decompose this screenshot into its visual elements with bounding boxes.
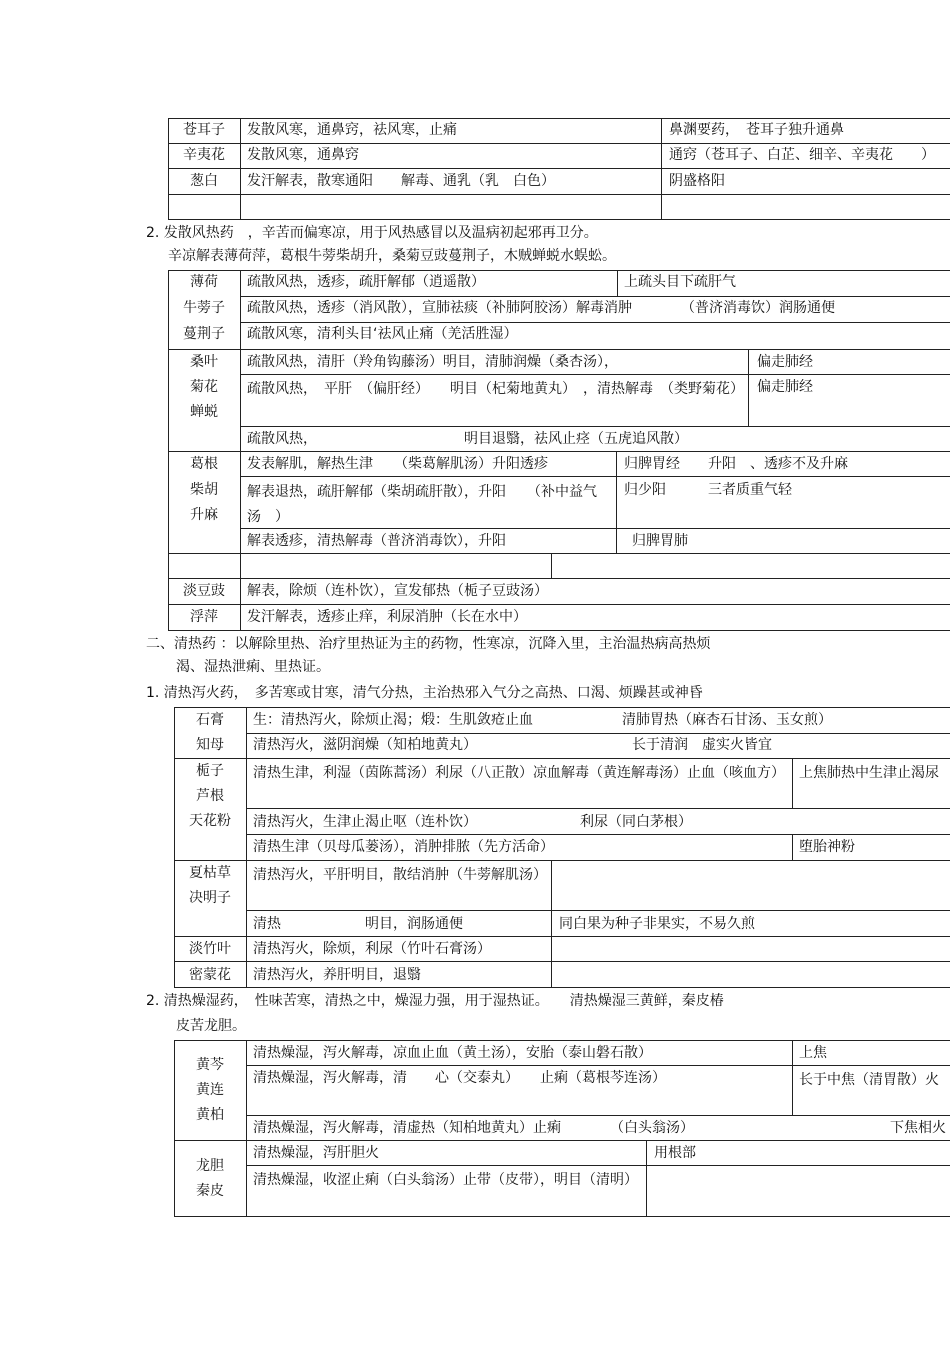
- herb-function: 清热 明目，润肠通便: [253, 916, 463, 932]
- herb-name: 栀子: [196, 763, 224, 779]
- herb-name: 菊花: [190, 379, 218, 395]
- herb-function: 疏散风热， 平肝 （偏肝经） 明目（杞菊地黄丸） ，清热解毒 （类野菊花）: [247, 381, 744, 397]
- herb-name: 决明子: [189, 890, 231, 906]
- herb-name: 苍耳子: [183, 122, 225, 138]
- herb-name: 秦皮: [196, 1183, 224, 1199]
- section-heading: 2. 发散风热药 ，辛苦而偏寒凉，用于风热感冒以及温病初起邪再卫分。: [146, 225, 598, 241]
- herb-function: 清热生津，利湿（茵陈蒿汤）利尿（八正散）凉血解毒（黄连解毒汤）止血（咳血方）: [253, 765, 785, 781]
- herb-name: 密蒙花: [189, 967, 231, 983]
- herb-note: 归少阳 三者质重气轻: [624, 482, 792, 498]
- herb-function: 发汗解表，散寒通阳 解毒、通乳（乳 白色）: [247, 173, 555, 189]
- herb-note: 用根部: [654, 1145, 696, 1161]
- subsection-heading-cont: 皮苦龙胆。: [176, 1018, 246, 1034]
- herb-function: 发散风寒，通鼻窍，祛风寒，止痛: [247, 122, 457, 138]
- herb-note: 上焦: [799, 1045, 827, 1061]
- herb-function: 清热泻火，平肝明目，散结消肿（牛蒡解肌汤）: [253, 867, 547, 883]
- herb-function: 清热燥湿，收涩止痢（白头翁汤）止带（皮带），明目（清明）: [253, 1172, 638, 1188]
- herb-name: 蝉蜕: [190, 404, 218, 420]
- herb-function: 清热生津（贝母瓜蒌汤），消肿排脓（先方活命）: [253, 839, 554, 855]
- herb-name: 黄连: [196, 1082, 224, 1098]
- section-heading-cont: 渴、湿热泄痢、里热证。: [176, 659, 330, 675]
- herb-name: 夏枯草: [189, 865, 231, 881]
- herb-name: 龙胆: [196, 1158, 224, 1174]
- herb-name: 蔓荆子: [183, 326, 225, 342]
- herb-name: 黄柏: [196, 1107, 224, 1123]
- herb-function: 疏散风寒，清利头目‘祛风止痛（羌活胜湿）: [247, 326, 518, 342]
- herb-name: 石膏: [196, 712, 224, 728]
- herb-note: 长于清润 虚实火皆宜: [632, 737, 772, 753]
- herb-function: 解表，除烦（连朴饮），宣发郁热（栀子豆豉汤）: [247, 583, 548, 599]
- herb-note: 下焦相火: [890, 1120, 946, 1136]
- herb-name: 葛根: [190, 456, 218, 472]
- herb-function: 发汗解表，透疹止痒，利尿消肿（长在水中）: [247, 609, 527, 625]
- herb-function: 清热燥湿，泻肝胆火: [253, 1145, 379, 1161]
- herb-function: 解表透疹，清热解毒（普济消毒饮），升阳: [247, 533, 506, 549]
- herb-name: 黄芩: [196, 1057, 224, 1073]
- herb-function: 生：清热泻火，除烦止渴；煅：生肌敛疮止血: [253, 712, 533, 728]
- herb-function: 发散风寒，通鼻窍: [247, 147, 359, 163]
- herb-function: 发表解肌，解热生津 （柴葛解肌汤）升阳透疹: [247, 456, 548, 472]
- herb-name: 辛夷花: [183, 147, 225, 163]
- subsection-heading: 2. 清热燥湿药， 性味苦寒，清热之中，燥湿力强，用于湿热证。 清热燥湿三黄鲜，秦皮椿: [146, 993, 724, 1009]
- herb-note: 归脾胃经 升阳 、透疹不及升麻: [624, 456, 848, 472]
- herb-function: 清热泻火，除烦，利尿（竹叶石膏汤）: [253, 941, 491, 957]
- subsection-heading: 1. 清热泻火药， 多苦寒或甘寒，清气分热，主治热邪入气分之高热、口渴、烦躁甚或神昏: [146, 685, 703, 701]
- herb-note: 上焦肺热中生津止渴尿: [799, 765, 939, 781]
- herb-note: 堕胎神粉: [799, 839, 855, 855]
- herb-note: 鼻渊要药， 苍耳子独升通鼻: [669, 122, 844, 138]
- herb-note: 上疏头目下疏肝气: [624, 274, 736, 290]
- herb-name: 桑叶: [190, 354, 218, 370]
- herb-function: 疏散风热， 明目退翳，祛风止痉（五虎追风散）: [247, 431, 688, 447]
- herb-function: 清热泻火，养肝明目，退翳: [253, 967, 421, 983]
- herb-note: 同白果为种子非果实，不易久煎: [559, 916, 755, 932]
- herb-name: 淡豆豉: [183, 583, 225, 599]
- herb-name: 葱白: [190, 173, 218, 189]
- herb-function: 清热泻火，生津止渴止呕（连朴饮）: [253, 814, 477, 830]
- herb-function: 清热泻火，滋阴润燥（知柏地黄丸）: [253, 737, 477, 753]
- herb-function: 解表退热，疏肝解郁（柴胡疏肝散），升阳 （补中益气汤 ）: [247, 484, 597, 525]
- herb-function: 疏散风热，透疹，疏肝解郁（逍遥散）: [247, 274, 485, 290]
- herb-note: 通窍（苍耳子、白芷、细辛、辛夷花 ）: [669, 147, 935, 163]
- herb-note: 归脾胃肺: [632, 533, 688, 549]
- herb-note: 偏走肺经: [757, 379, 813, 395]
- herb-name: 升麻: [190, 507, 218, 523]
- herb-note: 阴盛格阳: [669, 173, 725, 189]
- herb-function: 清热燥湿，泻火解毒，清 心（交泰丸） 止痢（葛根芩连汤）: [253, 1070, 666, 1086]
- herb-note: 清肺胃热（麻杏石甘汤、玉女煎）: [622, 712, 832, 728]
- herb-name: 浮萍: [190, 609, 218, 625]
- mnemonic: 辛凉解表薄荷萍，葛根牛蒡柴胡升，桑菊豆豉蔓荆子，木贼蝉蜕水蜈蚣。: [168, 248, 616, 264]
- herb-function: 清热燥湿，泻火解毒，凉血止血（黄土汤），安胎（泰山磐石散）: [253, 1045, 652, 1061]
- herb-name: 知母: [196, 737, 224, 753]
- herb-note: 偏走肺经: [757, 354, 813, 370]
- herb-name: 淡竹叶: [189, 941, 231, 957]
- herb-name: 柴胡: [190, 482, 218, 498]
- herb-name: 芦根: [196, 788, 224, 804]
- herb-name: 薄荷: [190, 274, 218, 290]
- herb-note: 利尿（同白茅根）: [580, 814, 692, 830]
- section-heading: 二、清热药 ：以解除里热、治疗里热证为主的药物，性寒凉，沉降入里，主治温热病高热烦: [146, 636, 711, 652]
- herb-name: 天花粉: [189, 813, 231, 829]
- herb-function: 疏散风热，清肝（羚角钩藤汤）明目，清肺润燥（桑杏汤），: [247, 354, 618, 370]
- herb-name: 牛蒡子: [183, 300, 225, 316]
- herb-note: 长于中焦（清胃散）火: [799, 1072, 939, 1088]
- herb-function: 清热燥湿，泻火解毒，清虚热（知柏地黄丸）止痢 （白头翁汤）: [253, 1120, 694, 1136]
- herb-function: 疏散风热，透疹（消风散），宣肺祛痰（补肺阿胶汤）解毒消肿 （普济消毒饮）润肠通便: [247, 300, 835, 316]
